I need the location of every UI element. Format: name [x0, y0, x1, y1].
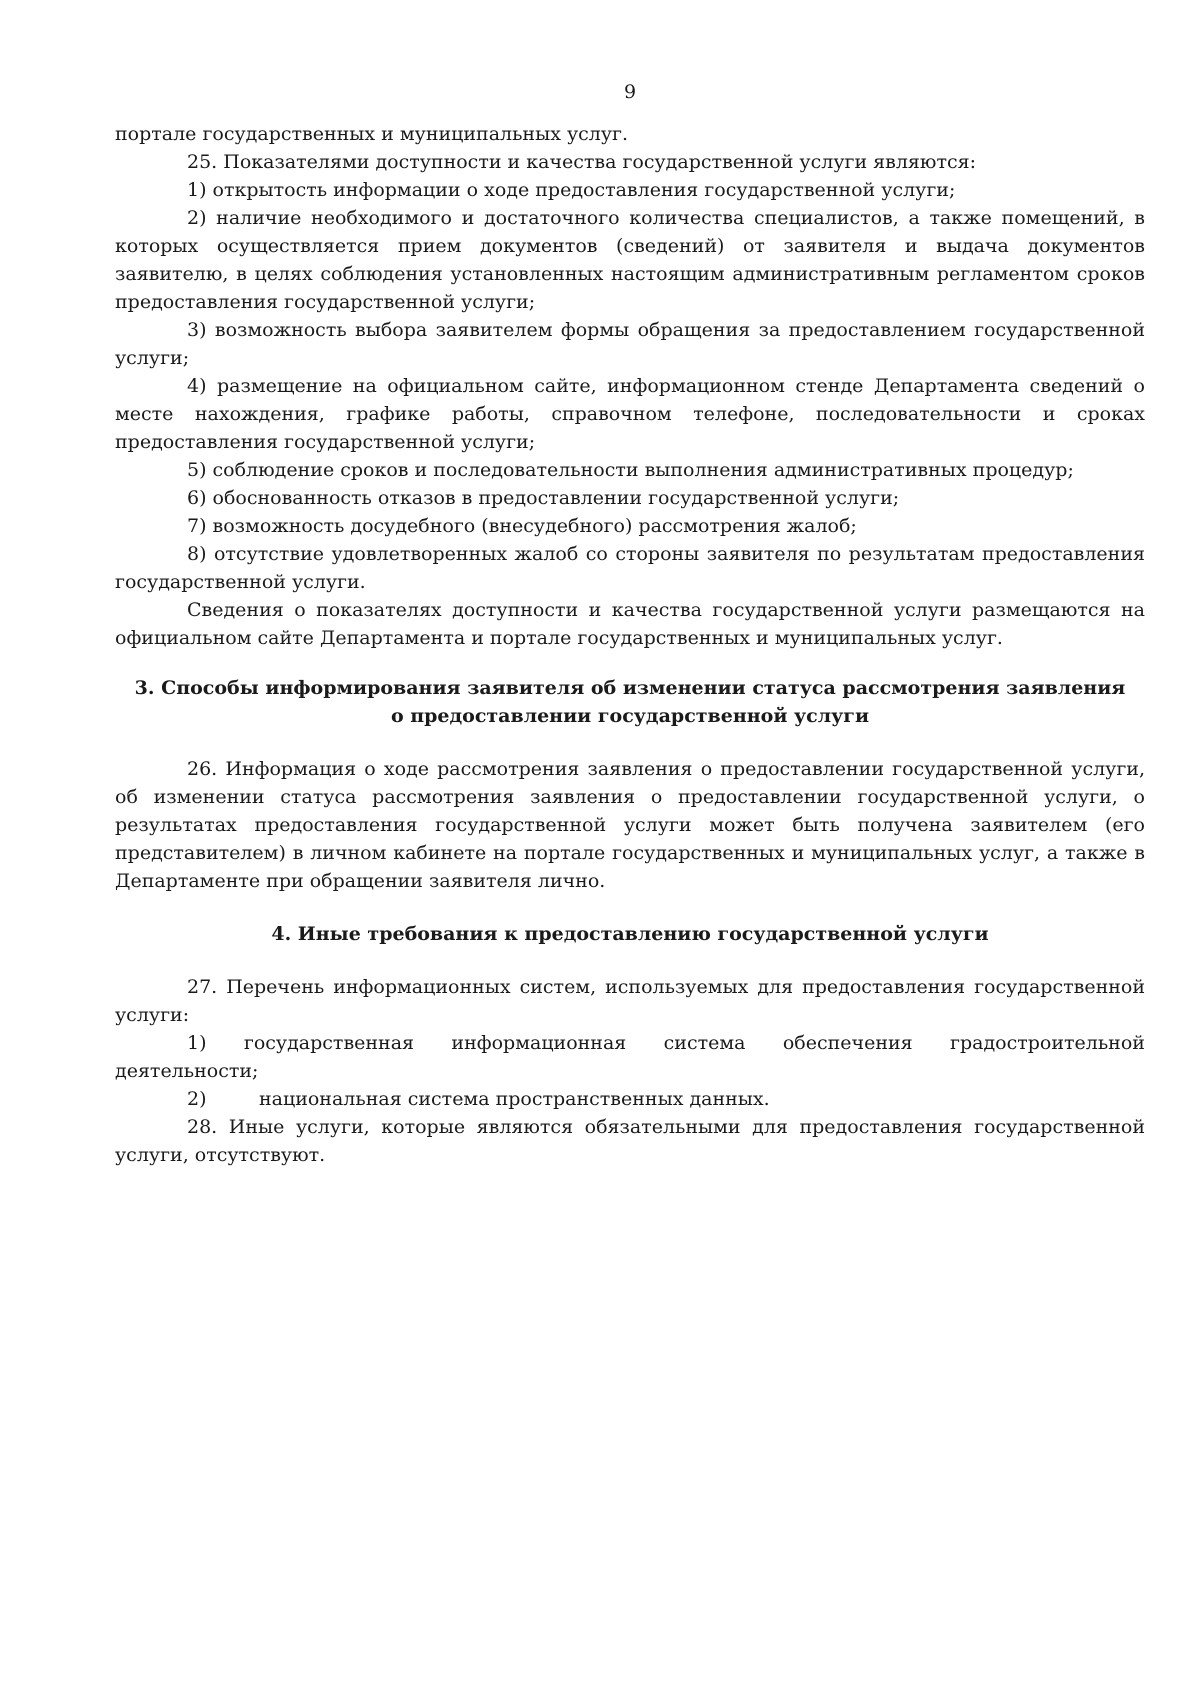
system-item-1-word: обеспечения — [782, 1032, 913, 1054]
list-item-2: 2) наличие необходимого и достаточного количества специалистов, а также помещений, в которых осуществляется прием документов (сведений) от заявителя и выдача документов заявителю, в целях соблюдения установленных настоящим административным регламентом сроков предоставления государственной услуги; — [115, 207, 1145, 313]
section-3-heading-line2: о предоставлении государственной услуги — [390, 705, 870, 727]
system-item-2-text: национальная система пространственных данных. — [259, 1088, 770, 1110]
paragraph-26: 26. Информация о ходе рассмотрения заявления о предоставлении государственной услуги, об изменении статуса рассмотрения заявления о предоставлении государственной услуги, о результатах предоставления государственной услуги может быть получена заявителем (его представителем) в личном кабинете на портале государственных и муниципальных услуг, а также в Департаменте при обращении заявителя лично. — [115, 758, 1145, 892]
system-item-1-word: система — [663, 1032, 746, 1054]
system-item-1-continuation: деятельности; — [115, 1060, 259, 1082]
list-item-7: 7) возможность досудебного (внесудебного) рассмотрения жалоб; — [187, 515, 857, 537]
section-3-heading-line1: 3. Способы информирования заявителя об изменении статуса рассмотрения заявления — [134, 677, 1126, 699]
system-item-1-word: информационная — [451, 1032, 627, 1054]
paragraph-indicators-info: Сведения о показателях доступности и качества государственной услуги размещаются на официальном сайте Департамента и портале государственных и муниципальных услуг. — [115, 599, 1145, 649]
system-item-2 — [115, 1085, 1145, 1113]
list-item-3: 3) возможность выбора заявителем формы обращения за предоставлением государственной услуги; — [115, 319, 1145, 369]
document-page — [115, 78, 1145, 1169]
section-3-heading — [115, 674, 1145, 730]
list-item-6: 6) обоснованность отказов в предоставлении государственной услуги; — [187, 487, 900, 509]
section-4-heading: 4. Иные требования к предоставлению государственной услуги — [271, 923, 989, 945]
system-item-1 — [115, 1029, 1145, 1057]
paragraph-continuation: портале государственных и муниципальных услуг. — [115, 123, 629, 145]
list-item-1: 1) открытость информации о ходе предоставления государственной услуги; — [187, 179, 956, 201]
list-item-8: 8) отсутствие удовлетворенных жалоб со стороны заявителя по результатам предоставления государственной услуги. — [115, 543, 1145, 593]
list-item-4: 4) размещение на официальном сайте, информационном стенде Департамента сведений о месте нахождения, графике работы, справочном телефоне, последовательности и сроках предоставления государственной услуги; — [115, 375, 1145, 453]
paragraph-25: 25. Показателями доступности и качества государственной услуги являются: — [187, 151, 976, 173]
paragraph-28: 28. Иные услуги, которые являются обязательными для предоставления государственной услуги, отсутствуют. — [115, 1116, 1145, 1166]
system-item-1-word: градостроительной — [950, 1032, 1145, 1054]
paragraph-27: 27. Перечень информационных систем, используемых для предоставления государственной услуги: — [115, 976, 1145, 1026]
system-item-1-word: 1) — [187, 1032, 207, 1054]
system-item-1-word: государственная — [243, 1032, 415, 1054]
system-item-2-number: 2) — [187, 1088, 207, 1110]
list-item-5: 5) соблюдение сроков и последовательности выполнения административных процедур; — [187, 459, 1074, 481]
page-number: 9 — [623, 81, 637, 103]
